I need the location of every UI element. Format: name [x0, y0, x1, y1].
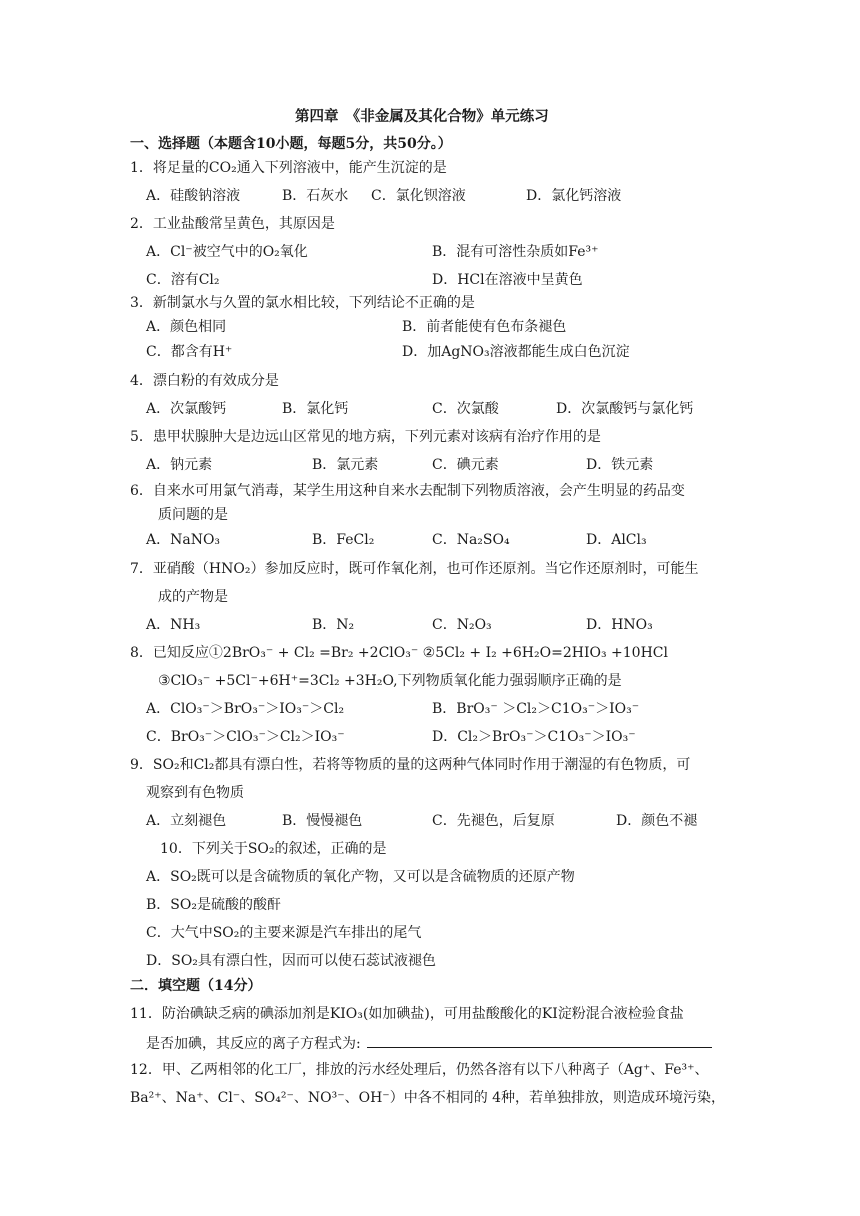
document-title: 第四章 《非金属及其化合物》单元练习	[295, 108, 549, 125]
question-9-stem-line2: 观察到有色物质	[146, 785, 244, 801]
question-1-stem: 1．将足量的CO₂通入下列溶液中，能产生沉淀的是	[130, 160, 447, 176]
question-3-option-b: B．前者能使有色布条褪色	[402, 319, 567, 335]
question-5-option-a: A．钠元素	[146, 457, 213, 473]
question-8-option-c: C．BrO₃⁻＞ClO₃⁻＞Cl₂＞IO₃⁻	[146, 729, 345, 745]
question-6-option-d: D．AlCl₃	[586, 532, 647, 548]
question-12-line1: 12．甲、乙两相邻的化工厂，排放的污水经处理后，仍然各溶有以下八种离子（Ag⁺、Fe³⁺、	[130, 1062, 709, 1078]
question-5-option-b: B．氯元素	[312, 457, 379, 473]
question-8-option-d: D．Cl₂＞BrO₃⁻＞C1O₃⁻＞IO₃⁻	[432, 729, 636, 745]
question-10-option-a: A．SO₂既可以是含硫物质的氧化产物，又可以是含硫物质的还原产物	[146, 869, 575, 885]
question-2-option-d: D．HCl在溶液中呈黄色	[432, 272, 583, 288]
question-6-stem-line2: 质问题的是	[158, 507, 228, 523]
question-5-option-c: C．碘元素	[432, 457, 499, 473]
question-4-option-a: A．次氯酸钙	[146, 401, 227, 417]
question-7-stem-line1: 7．亚硝酸（HNO₂）参加反应时，既可作氧化剂，也可作还原剂。当它作还原剂时，可能生	[130, 561, 699, 577]
question-1-option-c: C．氯化钡溶液	[371, 188, 466, 204]
question-10-stem: 10．下列关于SO₂的叙述，正确的是	[160, 841, 387, 857]
question-4-option-c: C．次氯酸	[432, 401, 499, 417]
question-6-option-c: C．Na₂SO₄	[432, 532, 510, 548]
question-5-stem: 5．患甲状腺肿大是边远山区常见的地方病，下列元素对该病有治疗作用的是	[130, 429, 601, 445]
question-7-option-d: D．HNO₃	[586, 617, 653, 633]
question-7-option-a: A．NH₃	[146, 617, 201, 633]
section-heading-fill-in: 二．填空题（14分）	[130, 978, 262, 994]
question-5-option-d: D．铁元素	[586, 457, 654, 473]
question-8-stem-line2: ③ClO₃⁻ +5Cl⁻+6H⁺=3Cl₂ +3H₂O,下列物质氧化能力强弱顺序正确的是	[158, 673, 622, 689]
question-8-option-a: A．ClO₃⁻＞BrO₃⁻＞IO₃⁻＞Cl₂	[146, 701, 345, 717]
question-6-option-b: B．FeCl₂	[312, 532, 375, 548]
question-4-option-b: B．氯化钙	[282, 401, 349, 417]
question-12-line2: Ba²⁺、Na⁺、Cl⁻、SO₄²⁻、NO³⁻、OH⁻）中各不相同的 4种，若单独排放，则造成环境污染，	[130, 1090, 726, 1106]
question-2-option-a: A．Cl⁻被空气中的O₂氧化	[146, 244, 308, 260]
question-7-stem-line2: 成的产物是	[158, 589, 228, 605]
question-9-option-c: C．先褪色，后复原	[432, 813, 555, 829]
question-3-option-a: A．颜色相同	[146, 319, 227, 335]
question-10-option-c: C．大气中SO₂的主要来源是汽车排出的尾气	[146, 925, 422, 941]
question-10-option-d: D．SO₂具有漂白性，因而可以使石蕊试液褪色	[146, 953, 436, 969]
answer-blank[interactable]	[367, 1033, 712, 1048]
question-11-line2	[146, 1033, 712, 1053]
question-2-stem: 2．工业盐酸常呈黄色，其原因是	[130, 216, 335, 232]
question-2-option-b: B．混有可溶性杂质如Fe³⁺	[432, 244, 599, 260]
question-6-option-a: A．NaNO₃	[146, 532, 221, 548]
question-9-option-b: B．慢慢褪色	[282, 813, 363, 829]
question-7-option-c: C．N₂O₃	[432, 617, 492, 633]
question-3-option-c: C．都含有H⁺	[146, 344, 233, 360]
question-9-stem-line1: 9．SO₂和Cl₂都具有漂白性，若将等物质的量的这两种气体同时作用于潮湿的有色物质，可	[130, 757, 691, 773]
question-3-stem: 3．新制氯水与久置的氯水相比较，下列结论不正确的是	[130, 295, 475, 311]
question-8-stem-line1: 8．已知反应①2BrO₃⁻ + Cl₂ =Br₂ +2ClO₃⁻ ②5Cl₂ + I₂ +6H₂O=2HIO₃ +10HCl	[130, 645, 668, 661]
question-11-line1: 11．防治碘缺乏病的碘添加剂是KIO₃(如加碘盐)，可用盐酸酸化的KI淀粉混合液检验食盐	[130, 1006, 684, 1022]
question-1-option-d: D．氯化钙溶液	[526, 188, 622, 204]
question-3-option-d: D．加AgNO₃溶液都能生成白色沉淀	[402, 344, 630, 360]
question-4-stem: 4．漂白粉的有效成分是	[130, 373, 279, 389]
question-1-option-a: A．硅酸钠溶液	[146, 188, 241, 204]
question-6-stem-line1: 6．自来水可用氯气消毒，某学生用这种自来水去配制下列物质溶液，会产生明显的药品变	[130, 483, 685, 499]
question-2-option-c: C．溶有Cl₂	[146, 272, 220, 288]
question-7-option-b: B．N₂	[312, 617, 355, 633]
question-9-option-d: D．颜色不褪	[616, 813, 698, 829]
question-10-option-b: B．SO₂是硫酸的酸酐	[146, 897, 281, 913]
question-11-line2-text: 是否加碘，其反应的离子方程式为:	[146, 1036, 361, 1052]
question-9-option-a: A．立刻褪色	[146, 813, 227, 829]
section-heading-choice: 一、选择题（本题含10小题，每题5分，共50分。）	[130, 136, 452, 152]
question-4-option-d: D．次氯酸钙与氯化钙	[556, 401, 694, 417]
question-1-option-b: B．石灰水	[282, 188, 349, 204]
question-8-option-b: B．BrO₃⁻ ＞Cl₂＞C1O₃⁻＞IO₃⁻	[432, 701, 640, 717]
